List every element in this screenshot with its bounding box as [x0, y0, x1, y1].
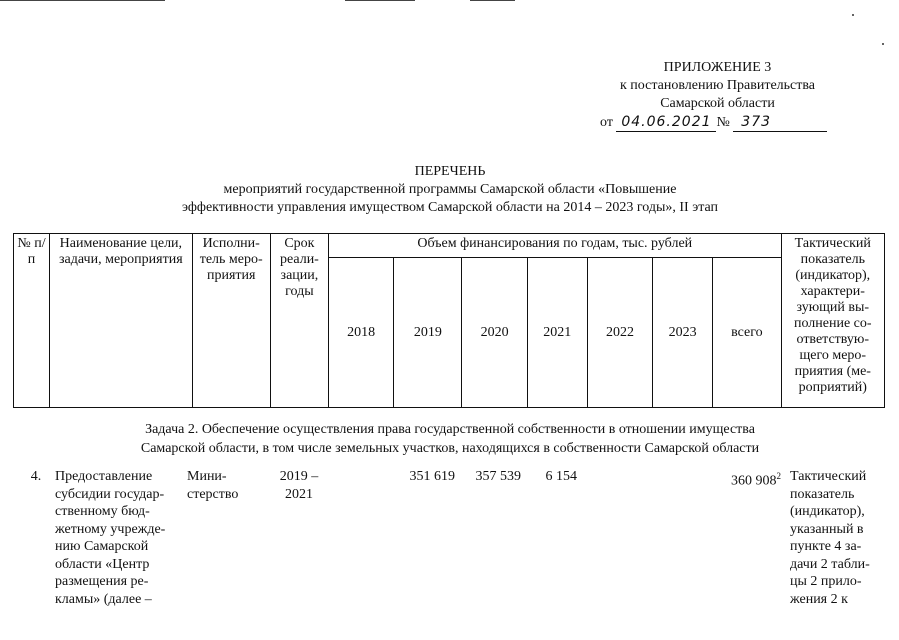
scan-edge-line: [470, 0, 515, 1]
task-line-2: Самарской области, в том числе земельных участков, находящихся в собственности Самарской области: [140, 441, 760, 456]
header-term: Срок реали-зации, годы: [270, 234, 328, 408]
title-line-2: мероприятий государственной программы Самарской области «Повышение: [223, 182, 677, 197]
header-funding: Объем финансирования по годам, тыс. рублей: [329, 234, 782, 258]
scan-speck: [852, 14, 854, 16]
title-line-3: эффективности управления имуществом Самарской области на 2014 – 2023 годы», II этап: [181, 200, 719, 215]
appendix-line-2: Самарской области: [660, 96, 775, 111]
footnote-marker: 2: [776, 471, 781, 481]
task-line-1: Задача 2. Обеспечение осуществления права государственной собственности в отношении имущества: [145, 422, 755, 437]
row-value-2021: 6 154: [545, 469, 577, 484]
row-indicator: Тактический показатель (индикатор), указанный в пункте 4 за- дачи 2 табли- цы 2 прило- жения 2 к: [790, 469, 870, 607]
date-prefix: от: [600, 115, 613, 130]
row-name: Предоставление субсидии государ- ственному бюд- жетному учрежде- нию Самарской области «Центр размещения ре- кламы» (далее –: [55, 469, 166, 607]
header-year-2019: 2019: [394, 258, 462, 408]
appendix-date-line: [600, 113, 835, 132]
header-year-2018: 2018: [329, 258, 394, 408]
scan-edge-line: [0, 0, 165, 1]
document-title: [100, 163, 800, 217]
row-total: 360 $908^2$: [731, 471, 781, 489]
appendix-title: ПРИЛОЖЕНИЕ 3: [663, 60, 772, 75]
header-year-2022: 2022: [587, 258, 652, 408]
appendix-line-1: к постановлению Правительства: [619, 78, 816, 93]
header-executor: Исполни-тель меро-приятия: [192, 234, 270, 408]
header-indicator: Тактический показатель (индикатор), характери-зующий вы-полнение со-ответствую-щего меро-приятия (ме-роприятий): [781, 234, 884, 408]
table-row: [13, 468, 885, 628]
header-total: всего: [713, 258, 781, 408]
appendix-block: [600, 59, 835, 132]
header-year-2020: 2020: [462, 258, 527, 408]
row-value-2019: 351 619: [409, 469, 455, 484]
header-name: Наименование цели, задачи, мероприятия: [50, 234, 192, 408]
scan-edge-line: [345, 0, 415, 1]
header-num: № п/п: [14, 234, 50, 408]
number-value: 373: [733, 113, 827, 132]
task-heading: [60, 420, 840, 458]
number-prefix: №: [716, 115, 730, 130]
row-executor: Мини- стерство: [187, 469, 239, 502]
row-value-2020: 357 539: [475, 469, 521, 484]
header-table: [13, 233, 885, 408]
date-value: 04.06.2021: [616, 113, 716, 132]
title-line-1: ПЕРЕЧЕНЬ: [414, 164, 486, 179]
header-year-2023: 2023: [653, 258, 713, 408]
row-term: 2019 – 2021: [279, 469, 319, 502]
scan-speck: [882, 43, 884, 45]
row-num: 4.: [30, 469, 42, 484]
header-year-2021: 2021: [527, 258, 587, 408]
